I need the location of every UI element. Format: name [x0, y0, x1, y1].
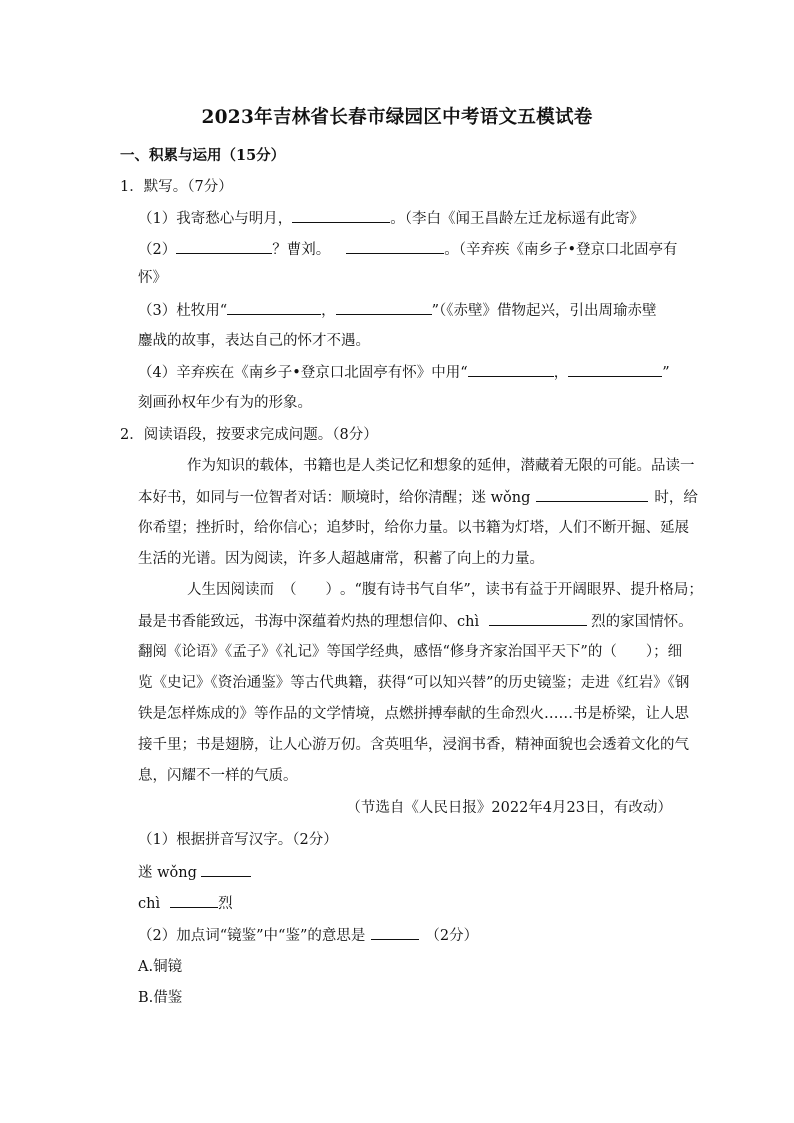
blank[interactable] [536, 487, 648, 502]
q2-sub-2-score: （2分） [425, 928, 479, 944]
pinyin-line-1 [138, 862, 251, 883]
q2-sub-1: （1）根据拼音写汉字。（2分） [138, 832, 338, 848]
q2-p1-2b: 时，给 [654, 490, 698, 506]
blank[interactable] [201, 862, 251, 877]
q2-p2-line-7: 息，闪耀不一样的气质。 [138, 768, 298, 784]
blank[interactable] [292, 208, 390, 223]
section-heading: 一、积累与运用（15分） [120, 147, 286, 164]
q1-header: 1．默写。（7分） [120, 179, 233, 195]
option-a[interactable]: A.铜镜 [138, 959, 183, 975]
q1-2-text-d: 怀》 [138, 270, 167, 286]
q2-p2-line-5: 铁是怎样炼成的》等作品的文学情境，点燃拼搏奉献的生命烈火……书是桥梁，让人思 [138, 706, 689, 722]
pinyin-line-2 [138, 893, 233, 914]
source-citation: （节选自《人民日报》2022年4月23日，有改动） [346, 800, 672, 816]
q2-header: 2．阅读语段，按要求完成问题。（8分） [120, 427, 378, 443]
q1-1-text-b: 。（李白《闻王昌龄左迁龙标遥有此寄》 [390, 211, 644, 227]
q1-4-text-b: ， [553, 365, 569, 381]
q2-p2-line-2 [138, 611, 693, 632]
q2-sub-2-text: （2）加点词“镜鉴”中“鉴”的意思是 [138, 928, 366, 944]
q1-3-text-b: ， [321, 303, 336, 319]
q2-p1-line-4: 生活的光谱。因为阅读，许多人超越庸常，积蓄了向上的力量。 [138, 551, 544, 567]
blank[interactable] [336, 300, 432, 315]
blank[interactable] [468, 362, 554, 377]
q2-p2-line-4: 览《史记》《资治通鉴》等古代典籍，获得“可以知兴替”的历史镜鉴；走进《红岩》《钢 [138, 675, 690, 691]
blank[interactable] [170, 893, 218, 908]
q2-p2-1c: 。“腹有诗书气自华”，读书有益于开阔眼界、提升格局； [340, 582, 703, 598]
q2-p2-line-1 [187, 580, 703, 600]
pinyin-chi-suffix: 烈 [218, 896, 233, 912]
q1-line-3 [138, 300, 657, 321]
q2-p2-2a: 最是书香能致远，书海中深蕴着灼热的理想信仰、chì [138, 614, 480, 630]
blank[interactable] [346, 239, 444, 254]
q1-3-text-c: ”（《赤壁》借物起兴，引出周瑜赤壁 [431, 303, 657, 319]
q2-p2-line-3: 翻阅《论语》《孟子》《礼记》等国学经典，感悟“修身齐家治国平天下”的（ ）；细 [138, 644, 683, 660]
q2-p1-line-2 [138, 487, 698, 508]
answer-paren[interactable]: （ ） [282, 582, 340, 598]
pinyin-chi: chì [138, 896, 161, 912]
q1-line-4 [138, 362, 670, 383]
q2-p1-line-3: 你希望；挫折时，给你信心；追梦时，给你力量。以书籍为灯塔，人们不断开掘、延展 [138, 520, 689, 536]
q2-p2-1a: 人生因阅读而 [187, 582, 274, 598]
q2-p2-line-6: 接千里；书是翅膀，让人心游万仞。含英咀华，浸润书香，精神面貌也会透着文化的气 [138, 737, 689, 753]
option-b[interactable]: B.借鉴 [138, 990, 183, 1006]
q1-3-text-d: 鏖战的故事，表达自己的怀才不遇。 [138, 333, 370, 349]
q1-line-1 [138, 208, 644, 229]
q1-2-text-b: ？曹刘。 [272, 242, 331, 258]
q2-p1-line-1: 作为知识的载体，书籍也是人类记忆和想象的延伸，潜藏着无限的可能。品读一 [187, 458, 695, 474]
q1-3-text-a: （3）杜牧用“ [138, 303, 228, 319]
blank[interactable] [489, 611, 587, 626]
blank[interactable] [176, 239, 272, 254]
q1-line-2 [138, 239, 678, 260]
q2-p1-2a: 本好书，如同与一位智者对话：顺境时，给你清醒；迷 wǒng [138, 490, 531, 506]
blank[interactable] [371, 925, 419, 940]
q1-2-text-c: 。（辛弃疾《南乡子•登京口北固亭有 [444, 242, 678, 258]
q1-4-text-a: （4）辛弃疾在《南乡子•登京口北固亭有怀》中用“ [138, 365, 468, 381]
q2-sub-2 [138, 925, 478, 946]
blank[interactable] [227, 300, 321, 315]
q2-p2-2b: 烈的家国情怀。 [591, 614, 693, 630]
q1-4-text-d: 刻画孙权年少有为的形象。 [138, 395, 312, 411]
q1-4-text-c: ” [662, 365, 670, 381]
q1-1-text-a: （1）我寄愁心与明月， [138, 211, 293, 227]
blank[interactable] [568, 362, 662, 377]
q1-2-text-a: （2） [138, 242, 177, 258]
page-title: 2023年吉林省长春市绿园区中考语文五模试卷 [201, 107, 593, 128]
pinyin-wong: 迷 wǒng [138, 865, 197, 881]
